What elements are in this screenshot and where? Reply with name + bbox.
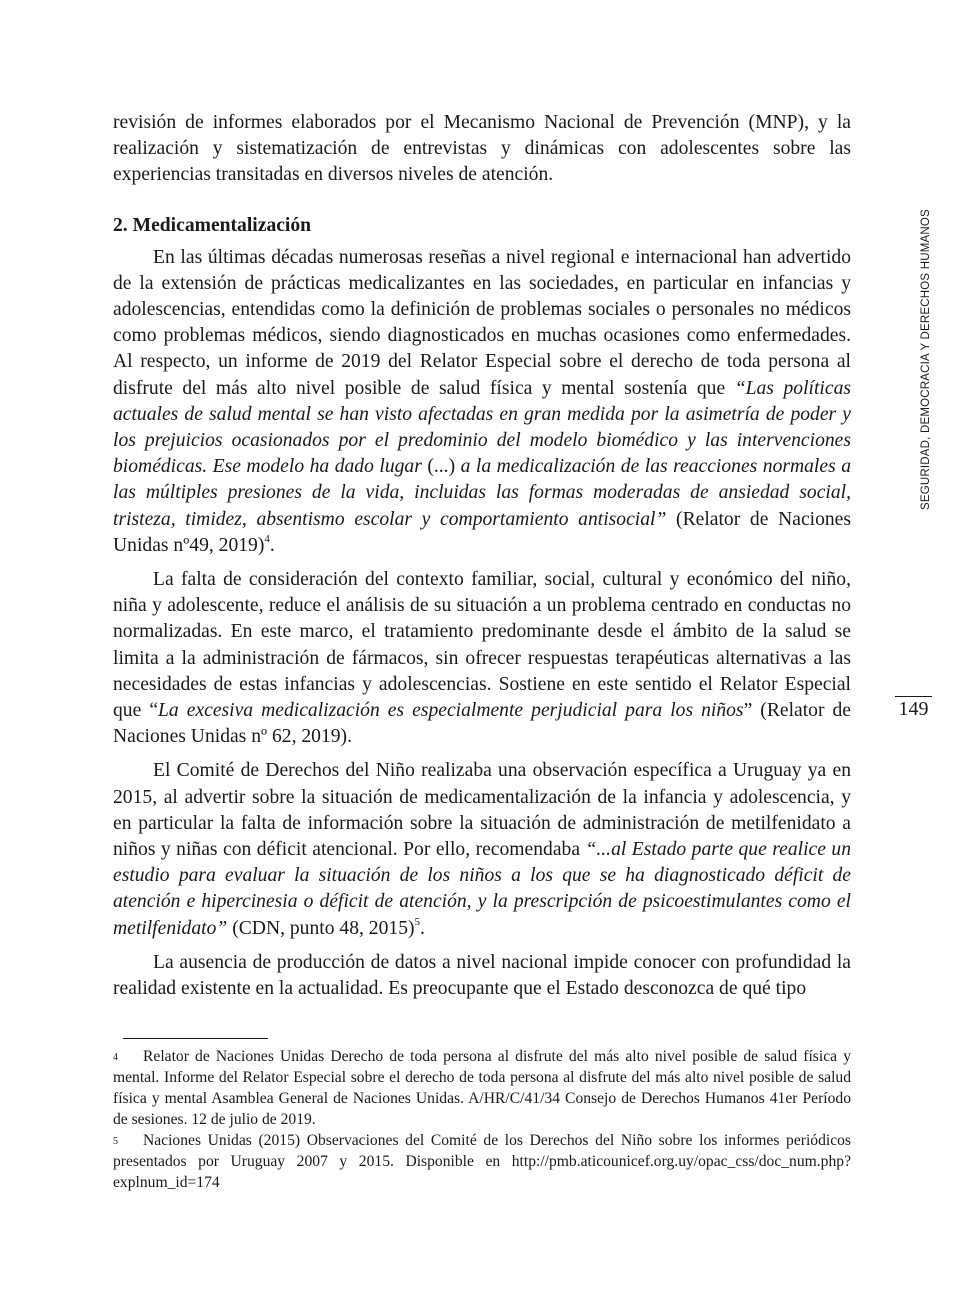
intro-paragraph: revisión de informes elaborados por el Mecanismo Nacional de Prevención (MNP), y la realización y sistematización de entrevistas y dinámicas con adolescentes sobre las experiencias transitadas en diversos niveles de atención. (113, 112, 851, 186)
paragraph-3-end: . (420, 917, 425, 939)
footnotes (113, 1046, 851, 1193)
paragraph-1-text-b: (Relator de Naciones Unidas nº49, 2019) (113, 508, 851, 556)
paragraph-1 (113, 245, 851, 559)
paragraph-1-ellipsis: (...) (421, 456, 461, 478)
paragraph-3 (113, 758, 851, 941)
footnote-ref-4[interactable]: 4 (264, 533, 270, 546)
section-heading: 2. Medicamentalización (113, 214, 312, 236)
running-head: SEGURIDAD, DEMOCRACIA Y DERECHOS HUMANOS (920, 209, 932, 510)
page-number-rule (895, 696, 932, 697)
footnote-number: 5 (113, 1136, 118, 1147)
paragraph-3-quote: “...al Estado parte que realice un estudio para evaluar la situación de los niños a los que se ha diagnosticado déficit de atención e hipercinesia o déficit de atención, y la prescripción de psicoestimulantes como el metilfenidato” (113, 839, 851, 939)
footnote-text: Relator de Naciones Unidas Derecho de toda persona al disfrute del más alto nivel posible de salud física y mental. Informe del Relator Especial sobre el derecho de toda persona al disfrute del más alto nivel posible de salud física y mental Asamblea General de Naciones Unidas. A/HR/C/41/34 Consejo de Derechos Humanos 41er Período de sesiones. 12 de julio de 2019. (113, 1048, 851, 1128)
paragraph-1-end: . (269, 534, 275, 556)
paragraph-1-text-a: En las últimas décadas numerosas reseñas a nivel regional e internacional han advertido de la extensión de prácticas medicalizantes en las sociedades, en particular en infancias y adolescencias, entendidas como la definición de problemas sociales o personales no médicos como problemas médicos, siendo diagnosticados en muchas ocasiones como enfermedades. Al respecto, un informe de 2019 del Relator Especial sobre el derecho de toda persona al disfrute del más alto nivel posible de salud física y mental sostenía que (113, 246, 851, 399)
footnote-text: Naciones Unidas (2015) Observaciones del Comité de los Derechos del Niño sobre los informes periódicos presentados por Uruguay 2007 y 2015. Disponible en http://pmb.aticounicef.org.uy/opac_css/doc_num.php?explnum_id=174 (113, 1132, 851, 1191)
paragraph-4: La ausencia de producción de datos a nivel nacional impide conocer con profundidad la realidad existente en la actualidad. Es preocupante que el Estado desconozca de qué tipo (113, 951, 851, 1000)
footnote-ref-5[interactable]: 5 (414, 916, 421, 929)
page-body (113, 110, 851, 1002)
page-number: 149 (898, 698, 929, 720)
paragraph-3-text-a: El Comité de Derechos del Niño realizaba una observación específica a Uruguay ya en 2015, al advertir sobre la situación de medicamentalización de la infancia y adolescencia, y en particular la falta de información sobre la situación de administración de metilfenidato a niños y niñas con déficit atencional. Por ello, recomendaba (113, 760, 851, 861)
paragraph-2-text-a: La falta de consideración del contexto familiar, social, cultural y económico del niño, niña y adolescente, reduce el análisis de su situación a un problema centrado en conductas no normalizadas. En este marco, el tratamiento predominante desde el ámbito de la salud se limita a la administración de fármacos, sin ofrecer respuestas terapéuticas alternativas a las necesidades de estas infancias y adolescencias. Sostiene en este sentido el Relator Especial que “ (113, 569, 851, 722)
footnote-number: 4 (113, 1052, 118, 1063)
paragraph-2-text-b: ” (Relator de Naciones Unidas nº 62, 2019). (113, 700, 852, 748)
footnote-4 (113, 1046, 851, 1130)
paragraph-3-text-b: (CDN, punto 48, 2015) (227, 917, 415, 939)
paragraph-2-quote: La excesiva medicalización es especialmente perjudicial para los niños (158, 700, 744, 722)
footnote-5 (113, 1130, 851, 1193)
paragraph-1-quote-b: a la medicalización de las reacciones normales a las múltiples presiones de la vida, incluidas las formas moderadas de ansiedad social, tristeza, timidez, absentismo escolar y comportamiento antisocial” (113, 456, 851, 530)
paragraph-2 (113, 567, 851, 750)
paragraph-1-quote-a: “Las políticas actuales de salud mental se han visto afectadas en gran medida por la asimetría de poder y los prejuicios ocasionados por el predominio del modelo biomédico y las intervenciones biomédicas. Ese modelo ha dado lugar (113, 377, 851, 478)
footnote-divider (123, 1038, 268, 1039)
